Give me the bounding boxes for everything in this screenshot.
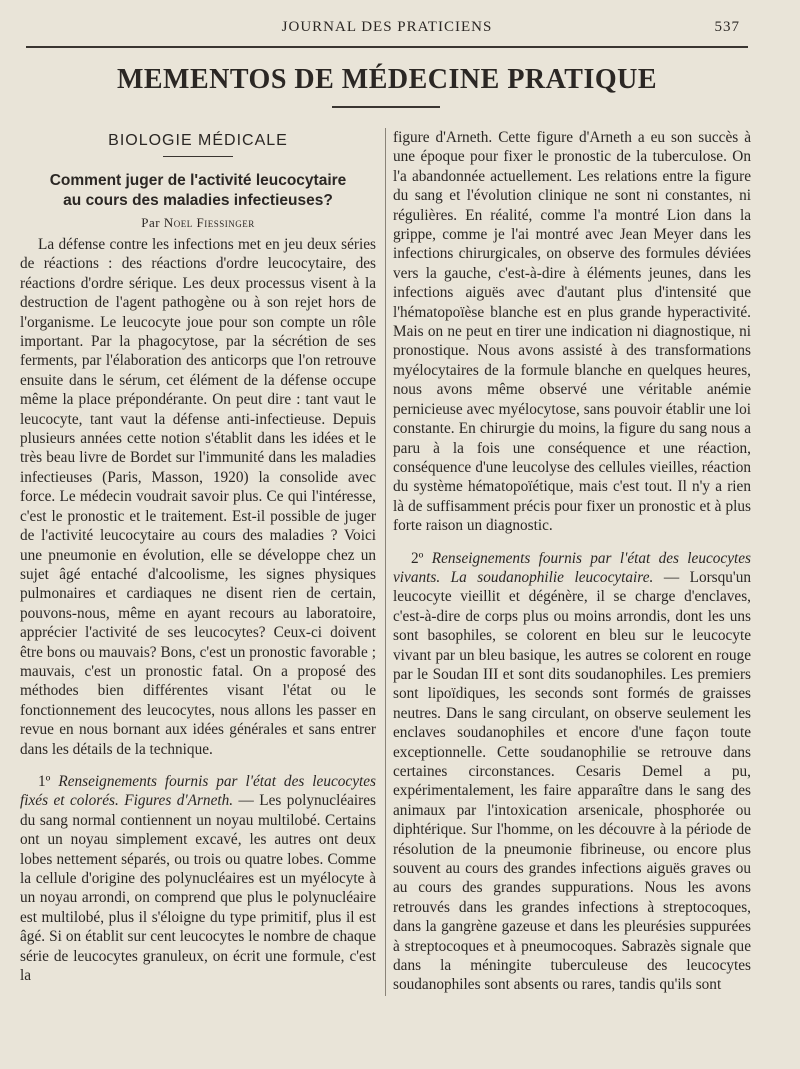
author-name: Noel Fiessinger	[163, 215, 255, 230]
byline-prefix: Par	[141, 215, 161, 230]
running-head	[26, 19, 748, 41]
paragraph-intro: La défense contre les infections met en jeu deux séries de réactions : des réactions d'ordre leucocytaire, des réactions d'ordre sérique. Les deux processus visent à la destruction de l'agent pathogène ou à son rejet hors de l'organisme. Le leucocyte joue pour son compte un rôle important. Par la phagocytose, par la sécrétion de ses ferments, par l'élaboration des anticorps que l'on retrouve ensuite dans le sérum, cet élément de la défense occupe même la place prépondérante. On peut dire : tant vaut le leucocyte, tant vaut la défense anti-infectieuse. Depuis plusieurs années cette notion s'établit dans les idées et le très beau livre de Bordet sur l'immunité dans les maladies infectieuses (Paris, Masson, 1920) la consolide avec force. Le médecin voudrait savoir plus. Ce qui l'intéresse, c'est le pronostic et le traitement. Est-il possible de juger de l'activité leucocytaire au cours des maladies ? Voici une pneumonie en évolution, elle se développe chez un sujet âgé entaché d'alcoolisme, les signes physiques pulmonaires et cardiaques ne disent rien de certain, pouvons-nous, même en ayant recours au laboratoire, apprécier l'activité de ses leucocytes? Ceux-ci doivent être bons ou mauvais? Bons, c'est un pronostic favorable ; mauvais, c'est un pronostic fatal. On a proposé des méthodes bien différentes visant l'état ou le fonctionnement des leucocytes, nous allons les passer en revue en nous bornant aux idées générales et sans entrer dans les détails de la technique.	[20, 236, 376, 758]
section-rule	[163, 156, 233, 157]
section-title: BIOLOGIE MÉDICALE	[108, 132, 288, 149]
item-number-1: 1º	[38, 772, 51, 790]
item-heading-1: Renseignements fournis par l'état des leucocytes fixés et colorés. Figures d'Arneth.	[20, 772, 376, 810]
article-title-line-1: Comment juger de l'activité leucocytaire	[49, 172, 347, 189]
item-heading-2: Renseignements fournis par l'état des leucocytes vivants. La soudanophilie leucocytaire.	[393, 549, 752, 586]
article-title-line-2: au cours des maladies infectieuses?	[63, 192, 333, 209]
article-title	[20, 171, 376, 211]
item-body-1: — Les polynucléaires du sang normal contiennent un noyau multilobé. Certains ont un noyau simplement excavé, les autres ont deux lobes nettement séparés, ou trois ou quatre lobes. Comme la cellule d'origine des polynucléaires est un myélocyte à un noyau arrondi, on comprend que plus le polynucléaire est multilobé, plus il s'éloigne du type primitif, plus il est âgé. Si on établit sur cent leucocytes le nombre de chaque série de leucocytes granuleux, on écrit une formule, c'est la	[20, 792, 377, 985]
byline	[20, 215, 376, 231]
paragraph-soudanophilie	[393, 549, 751, 995]
page-number: 537	[714, 19, 740, 35]
title-rule	[332, 106, 440, 108]
paragraph-arneth	[20, 772, 376, 985]
paragraph-arneth-continued: figure d'Arneth. Cette figure d'Arneth a eu son succès à une époque pour fixer le pronostic de la tuberculose. On l'a abandonnée actuellement. Les relations entre la figure du sang et l'évolution clinique ne sont ni constantes, ni régulières. En réalité, comme l'a montré Lion dans la grippe, comme je l'ai montré avec Jean Meyer dans les infections chirurgicales, on observe des formules déviées vers la gauche, c'est-à-dire à éléments jeunes, dans les infections aiguës avec d'autant plus d'intensité que l'hématopoïèse blanche est en plus grande hyperactivité. Mais on ne peut en tirer une indication ni diagnostique, ni pronostique. Nous avons assisté à des transformations myélocytaires de la formule blanche en quelques heures, nous avons même observé une véritable anémie pernicieuse avec myélocytose, sans pouvoir établir une loi constante. En chirurgie du moins, la figure du sang nous a paru à la fois une conséquence et une réaction, conséquence d'une leucolyse des cellules vieilles, réaction du système hématopoïétique, mais c'est tout. Il n'y a rien là de suffisamment précis pour fixer un pronostic et à plus forte raison un diagnostic.	[393, 129, 751, 535]
main-title: MEMENTOS DE MÉDECINE PRATIQUE	[116, 64, 658, 95]
left-column	[20, 130, 376, 985]
item-number-2: 2º	[411, 549, 424, 567]
item-body-2: — Lorsqu'un leucocyte vieillit et dégénère, il se charge d'enclaves, c'est-à-dire de corps plus ou moins arrondis, dont les uns sont basophiles, se colorent en bleu sur le leucocyte vivant par un bleu basique, les autres se colorent en rouge par le Soudan III et sont dits soudanophiles. Les premiers sont lipoïdiques, les seconds sont formés de graisses neutres. Dans le sang circulant, on observe seulement les enclaves soudanophiles et encore d'une façon toute exceptionnelle. Cette soudanophilie se retrouve dans certaines circonstances. Cesaris Demel a pu, expérimentalement, les faire apparaître dans le sang des animaux par l'intoxication arsenicale, phosphorée ou diphtérique. Sur l'homme, on les découvre à la période de résolution de la pneumonie fibrineuse, ou encore plus souvent au cours des grandes infections aiguës graves ou au cours des grandes suppurations. Nous les avons retrouvés dans les grandes infections à streptocoques, dans la gangrène gazeuse et dans les pleurésies suppurées à streptocoques et à pneumocoques. Sabrazès signale que dans la méningite tuberculeuse des leucocytes soudanophiles sont absents ou rares, tandis qu'ils sont	[393, 568, 751, 994]
column-divider	[385, 128, 386, 996]
header-rule	[26, 46, 748, 48]
journal-name: JOURNAL DES PRATICIENS	[281, 19, 493, 35]
right-column	[393, 128, 751, 995]
